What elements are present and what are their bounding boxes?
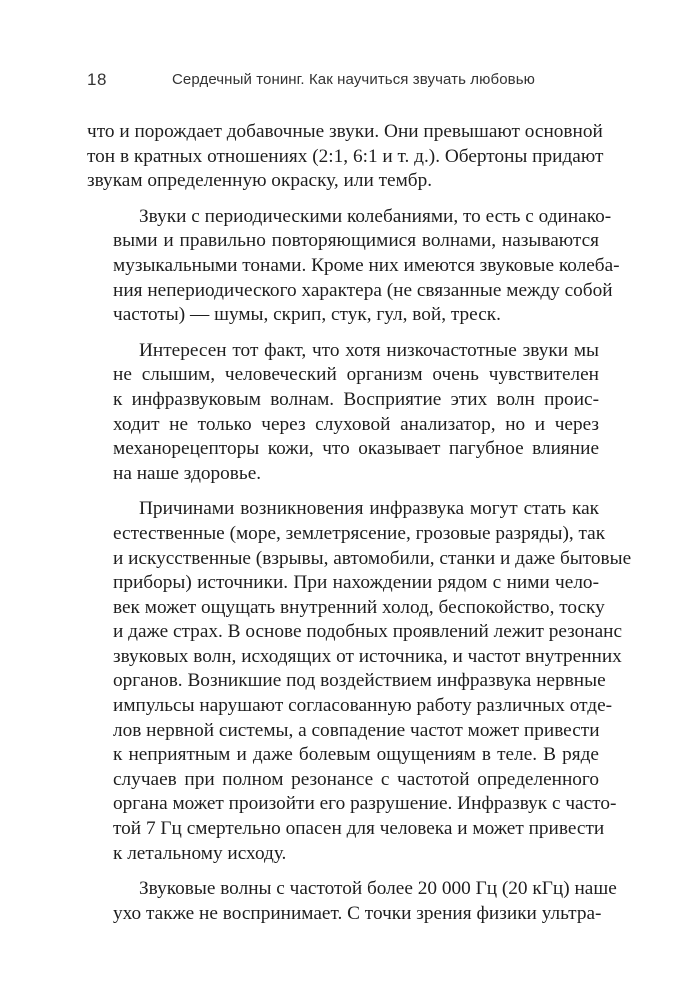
text-line: к летальному исходу.	[113, 842, 287, 864]
text-line: механорецепторы кожи, что оказывает пагубное влияние	[113, 438, 599, 460]
text-line: Звуковые волны с частотой более 20 000 Гц (20 кГц) наше	[139, 878, 617, 900]
paragraph	[87, 120, 604, 194]
text-line: выми и правильно повторяющимися волнами, называются	[113, 230, 599, 252]
text-line: Интересен тот факт, что хотя низкочастотные звуки мы	[139, 339, 599, 361]
text-line: и искусственные (взрывы, автомобили, станки и даже бытовые	[113, 547, 632, 569]
text-line: на наше здоровье.	[113, 462, 262, 484]
text-line: частоты) — шумы, скрип, стук, гул, вой, треск.	[113, 304, 501, 326]
page-number: 18	[87, 70, 107, 89]
text-line: век может ощущать внутренний холод, беспокойство, тоску	[113, 596, 605, 618]
text-line: звукам определенную окраску, или тембр.	[87, 170, 433, 192]
text-line: что и порождает добавочные звуки. Они превышают основной	[87, 121, 603, 142]
text-line: к неприятным и даже болевым ощущениям в теле. В ряде	[113, 744, 599, 766]
paragraph	[87, 205, 620, 328]
text-line: ухо также не воспринимает. С точки зрения физики ультра-	[113, 902, 602, 924]
paragraph	[87, 497, 632, 866]
text-line: той 7 Гц смертельно опасен для человека и может привести	[113, 818, 605, 840]
paragraph	[87, 339, 599, 487]
running-head	[87, 70, 607, 94]
text-line: органов. Возникшие под воздействием инфразвука нервные	[113, 670, 606, 692]
text-line: приборы) источники. При нахождении рядом с ними чело-	[113, 572, 599, 594]
body-text	[87, 120, 632, 937]
text-line: ния непериодического характера (не связанные между собой	[113, 279, 613, 301]
text-line: не слышим, человеческий организм очень чувствителен	[113, 364, 599, 386]
text-line: музыкальными тонами. Кроме них имеются звуковые колеба-	[113, 254, 620, 276]
paragraph	[87, 877, 617, 926]
text-line: ходит не только через слуховой анализатор, но и через	[113, 413, 599, 435]
text-line: естественные (море, землетрясение, грозовые разряды), так	[113, 522, 606, 544]
text-line: Звуки с периодическими колебаниями, то есть с одинако-	[139, 205, 612, 227]
text-line: Причинами возникновения инфразвука могут стать как	[139, 498, 599, 520]
text-line: случаев при полном резонансе с частотой определенного	[113, 768, 599, 790]
text-line: звуковых волн, исходящих от источника, и частот внутренних	[113, 645, 622, 667]
text-line: и даже страх. В основе подобных проявлений лежит резонанс	[113, 621, 623, 643]
text-line: органа может произойти его разрушение. Инфразвук с часто-	[113, 793, 617, 815]
text-line: лов нервной системы, а совпадение частот может привести	[113, 719, 600, 741]
text-line: импульсы нарушают согласованную работу различных отде-	[113, 695, 613, 717]
running-title: Сердечный тонинг. Как научиться звучать любовью	[172, 71, 535, 88]
text-line: к инфразвуковым волнам. Восприятие этих волн проис-	[113, 388, 599, 410]
text-line: тон в кратных отношениях (2:1, 6:1 и т. д.). Обертоны придают	[87, 145, 604, 167]
